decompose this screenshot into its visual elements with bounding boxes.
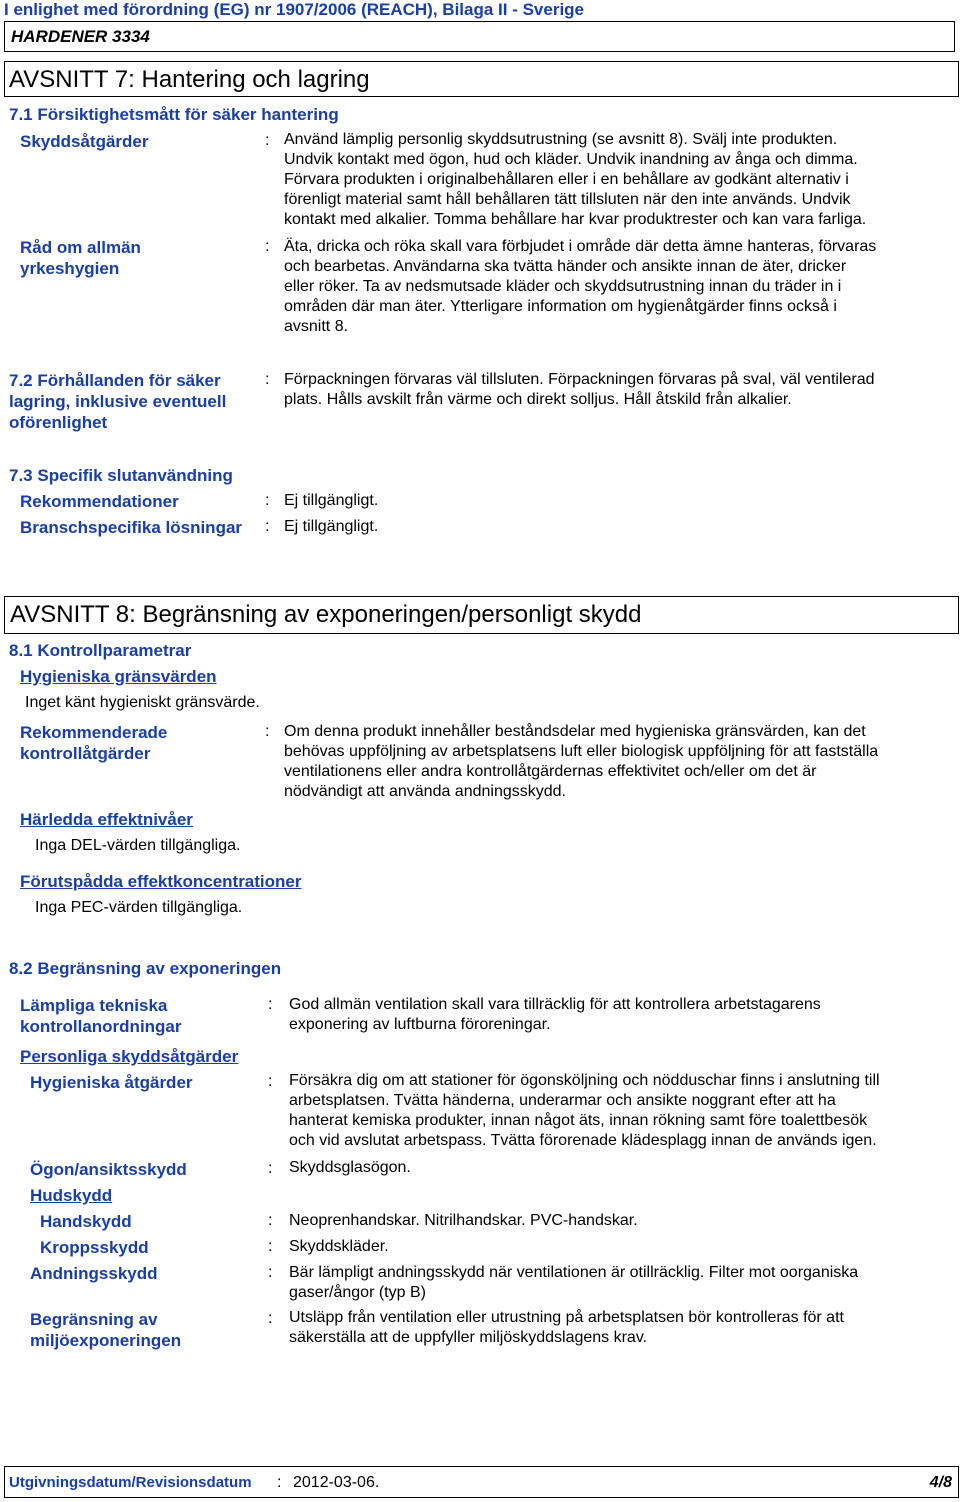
footer-box — [4, 1466, 959, 1498]
label-line: yrkeshygien — [20, 259, 120, 278]
colon: : — [265, 238, 270, 255]
text-line: hanterat kemiska produkter, innan något äts, innan rökning samt före toalettbesök — [289, 1112, 868, 1129]
colon: : — [268, 1073, 273, 1090]
text-line: förenligt material samt håll behållaren tätt tillsluten när den inte används. Undvik — [284, 191, 851, 208]
text-line: exponering av luftburna föroreningar. — [289, 1016, 551, 1033]
rekommendationer-value: Ej tillgängligt. — [284, 492, 379, 509]
miljoexponering-text — [289, 1308, 844, 1348]
hygieniska-gransvarden-heading: Hygieniska gränsvärden — [20, 667, 217, 686]
text-line: områden där man äter. Ytterligare information om hygienåtgärder finns också i — [284, 298, 837, 315]
andningsskydd-text — [289, 1263, 858, 1303]
label-line: oförenlighet — [9, 413, 108, 432]
regulation-header: I enlighet med förordning (EG) nr 1907/2006 (REACH), Bilaga II - Sverige — [4, 0, 585, 19]
forutspadda-effektkoncentrationer-heading: Förutspådda effektkoncentrationer — [20, 872, 302, 891]
colon: : — [268, 1310, 273, 1327]
ogon-ansiktsskydd-label: Ögon/ansiktsskydd — [30, 1160, 187, 1179]
text-line: Utsläpp från ventilation eller utrustning på arbetsplatsen bör kontrolleras för att — [289, 1309, 844, 1326]
text-line: Bär lämpligt andningsskydd när ventilationen är otillräcklig. Filter mot oorganiska — [289, 1264, 859, 1281]
text-line: God allmän ventilation skall vara tillräcklig för att kontrollera arbetstagarens — [289, 996, 821, 1013]
text-line: Använd lämplig personlig skyddsutrustning (se avsnitt 8). Svälj inte produkten. — [284, 131, 838, 148]
harledda-effektnivaer-heading: Härledda effektnivåer — [20, 810, 193, 829]
footer-date-label: Utgivningsdatum/Revisionsdatum — [9, 1474, 252, 1491]
subsection-7-2-text — [284, 370, 875, 410]
colon: : — [268, 1212, 273, 1229]
label-line: Råd om allmän — [20, 238, 141, 257]
subsection-8-1: 8.1 Kontrollparametrar — [9, 641, 192, 660]
colon: : — [265, 371, 270, 388]
text-line: kontakt med alkalier. Tomma behållare har kvar produktrester och kan vara farliga. — [284, 211, 867, 228]
skyddsatgarder-text — [284, 130, 866, 230]
label-line: Rekommenderade — [20, 723, 168, 742]
colon: : — [265, 492, 270, 509]
colon: : — [268, 1160, 273, 1177]
footer-date: 2012-03-06. — [293, 1474, 380, 1491]
label-line: Begränsning av — [30, 1310, 158, 1329]
text-line: behövas uppföljning av arbetsplatsens luft eller biologisk uppföljning för att fastställa — [284, 743, 879, 760]
colon: : — [268, 1238, 273, 1255]
text-line: och bearbetas. Användarna ska tvätta händer och ansikte innan de äter, dricker — [284, 258, 847, 275]
text-line: gaser/ångor (typ B) — [289, 1284, 426, 1301]
rad-om-allman-yrkeshygien-label — [20, 237, 141, 279]
forutspadda-effektkoncentrationer-text: Inga PEC-värden tillgängliga. — [35, 899, 243, 916]
kroppsskydd-text: Skyddskläder. — [289, 1238, 389, 1255]
section-8-title-box — [4, 596, 959, 634]
hygieniska-gransvarden-text: Inget känt hygieniskt gränsvärde. — [25, 694, 260, 711]
branschspecifika-value: Ej tillgängligt. — [284, 518, 379, 535]
product-name-box — [4, 21, 955, 52]
product-name: HARDENER 3334 — [11, 27, 150, 46]
text-line: ventilationens eller andra kontrollåtgärdernas effektivitet och/eller om det är — [284, 763, 817, 780]
label-line: kontrollåtgärder — [20, 744, 151, 763]
text-line: nödvändigt att använda andningsskydd. — [284, 783, 566, 800]
text-line: Förvara produkten i originalbehållaren eller i en behållare av godkänt alternativ i — [284, 171, 849, 188]
text-line: Försäkra dig om att stationer för ögonsköljning och nödduschar finns i anslutning till — [289, 1072, 880, 1089]
label-line: miljöexponeringen — [30, 1331, 182, 1350]
section-8-title: AVSNITT 8: Begränsning av exponeringen/personligt skydd — [10, 601, 642, 628]
personliga-skyddsatgarder-heading: Personliga skyddsåtgärder — [20, 1047, 239, 1066]
label-line: kontrollanordningar — [20, 1017, 182, 1036]
skyddsatgarder-label: Skyddsåtgärder — [20, 132, 149, 151]
footer-colon: : — [277, 1474, 282, 1491]
page-number: 4/8 — [929, 1474, 952, 1491]
handskydd-text: Neoprenhandskar. Nitrilhandskar. PVC-handskar. — [289, 1212, 638, 1229]
label-line: Lämpliga tekniska — [20, 996, 168, 1015]
subsection-8-2: 8.2 Begränsning av exponeringen — [9, 959, 282, 978]
text-line: plats. Hålls avskilt från värme och direkt solljus. Håll åtskild från alkalier. — [284, 391, 792, 408]
colon: : — [268, 1264, 273, 1281]
colon: : — [265, 518, 270, 535]
andningsskydd-label: Andningsskydd — [30, 1264, 158, 1283]
lampliga-tekniska-text — [289, 995, 821, 1035]
subsection-7-2 — [9, 370, 226, 433]
subsection-7-1: 7.1 Försiktighetsmått för säker hantering — [9, 105, 339, 124]
section-7-title: AVSNITT 7: Hantering och lagring — [9, 66, 370, 93]
rekommenderade-kontrollatgarder-label — [20, 722, 167, 764]
branschspecifika-label: Branschspecifika lösningar — [20, 518, 243, 537]
text-line: säkerställa att de uppfyller miljöskyddslagens krav. — [289, 1329, 648, 1346]
handskydd-label: Handskydd — [40, 1212, 132, 1231]
label-line: lagring, inklusive eventuell — [9, 392, 227, 411]
text-line: eller röker. Ta av nedsmutsade kläder och skyddsutrustning innan du träder in i — [284, 278, 842, 295]
kroppsskydd-label: Kroppsskydd — [40, 1238, 149, 1257]
hudskydd-heading: Hudskydd — [30, 1186, 113, 1205]
text-line: Undvik kontakt med ögon, hud och kläder. Undvik inandning av ånga och dimma. — [284, 151, 858, 168]
colon: : — [268, 996, 273, 1013]
harledda-effektnivaer-text: Inga DEL-värden tillgängliga. — [35, 837, 241, 854]
text-line: Om denna produkt innehåller beståndsdelar med hygieniska gränsvärden, kan det — [284, 723, 866, 740]
text-line: arbetsplatsen. Tvätta händerna, underarmar och ansikte noggrant efter att ha — [289, 1092, 836, 1109]
label-line: 7.2 Förhållanden för säker — [9, 371, 221, 390]
lampliga-tekniska-label — [20, 995, 182, 1037]
miljoexponering-label — [30, 1309, 181, 1351]
rad-om-allman-yrkeshygien-text — [284, 237, 876, 337]
rekommendationer-label: Rekommendationer — [20, 492, 179, 511]
text-line: och vid avslutat arbetspass. Tvätta förorenade klädesplagg innan de används igen. — [289, 1132, 877, 1149]
hygieniska-atgarder-text — [289, 1071, 880, 1151]
text-line: Äta, dricka och röka skall vara förbjudet i område där detta ämne hanteras, förvaras — [284, 238, 877, 255]
hygieniska-atgarder-label: Hygieniska åtgärder — [30, 1073, 193, 1092]
rekommenderade-kontrollatgarder-text — [284, 722, 878, 802]
text-line: avsnitt 8. — [284, 318, 349, 335]
colon: : — [265, 723, 270, 740]
section-7-title-box — [4, 61, 959, 97]
text-line: Förpackningen förvaras väl tillsluten. Förpackningen förvaras på sval, väl ventilerad — [284, 371, 875, 388]
subsection-7-3: 7.3 Specifik slutanvändning — [9, 466, 233, 485]
ogon-ansiktsskydd-text: Skyddsglasögon. — [289, 1159, 411, 1176]
colon: : — [265, 132, 270, 149]
